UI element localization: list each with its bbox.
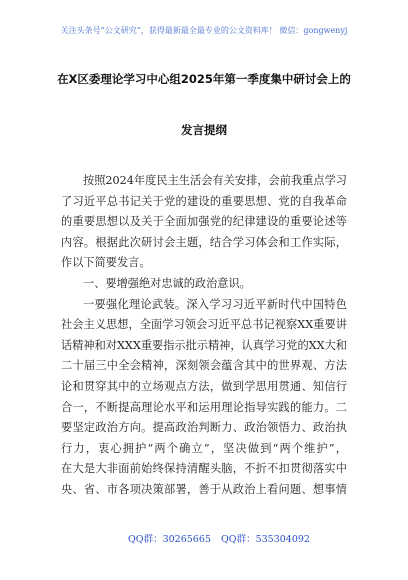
paragraph-line: 论和贯穿其中的立场观点方法，做到学思用贯通、知信行 — [61, 379, 347, 393]
document-body — [61, 171, 347, 501]
section-heading: 一、要增强绝对忠诚的政治意识。 — [83, 276, 251, 290]
paragraph-line: 一要强化理论武装。深入学习习近平新时代中国特色 — [83, 297, 347, 311]
paragraph-line: 央、省、市各项决策部署，善于从政治上看问题、想事情 — [61, 482, 347, 496]
paragraph-line: 话精神和对XXX重要指示批示精神，认真学习党的XX大和 — [61, 338, 347, 352]
paragraph-line: 内容。根据此次研讨会主题，结合学习体会和工作实际， — [61, 235, 347, 249]
footer-qq-group-2: QQ群：535304092 — [221, 534, 310, 545]
paragraph-line: 的重要思想以及关于全面加强党的纪律建设的重要论述等 — [61, 215, 347, 229]
paragraph-line: 了习近平总书记关于党的建设的重要思想、党的自我革命 — [61, 194, 347, 208]
paragraph-line: 合一，不断提高理论水平和运用理论指导实践的能力。二 — [61, 400, 347, 414]
footer-qq-group-1: QQ群：30265665 — [128, 534, 211, 545]
document-title-line-2: 发言提纲 — [181, 123, 227, 137]
footer — [0, 533, 408, 547]
paragraph-line: 行力，衷心拥护“两个确立”，坚决做到“两个维护”， — [61, 441, 347, 455]
document-title-line-1: 在X区委理论学习中心组2025年第一季度集中研讨会上的 — [57, 72, 351, 86]
paragraph-line: 社会主义思想，全面学习领会习近平总书记视察XX重要讲 — [61, 318, 347, 332]
header-banner: 关注头条号“公文研究”，获得最新最全最专业的公文资料库！ 微信：gongwenyj — [60, 26, 348, 35]
paragraph-line: 要坚定政治方向。提高政治判断力、政治领悟力、政治执 — [61, 421, 347, 435]
paragraph-line: 作以下简要发言。 — [61, 256, 151, 270]
paragraph-line: 在大是大非面前始终保持清醒头脑，不折不扣贯彻落实中 — [61, 462, 347, 476]
paragraph-line: 按照2024年度民主生活会有关安排，会前我重点学习 — [83, 174, 347, 187]
paragraph-line: 二十届三中全会精神，深刻领会蕴含其中的世界观、方法 — [61, 359, 347, 373]
